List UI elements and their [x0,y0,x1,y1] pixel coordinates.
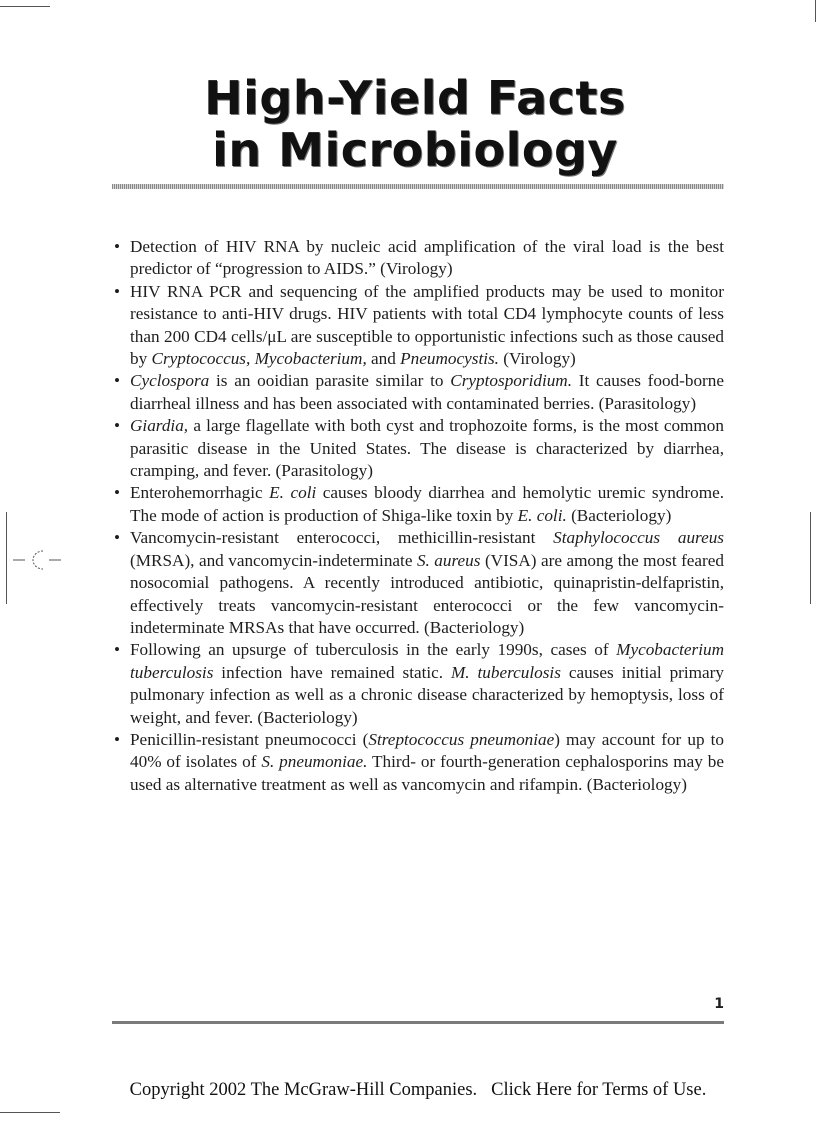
crop-mark-right-side [810,512,811,604]
registration-mark-icon [13,545,63,575]
fact-item [112,482,724,527]
terms-of-use-link[interactable]: Click Here for Terms of Use. [491,1080,707,1100]
fact-item [112,527,724,639]
fact-text: causes initial primary pulmonary infection as well as a chronic disease characterized by hemoptysis, loss of weight, and fever. (Bacteriology) [130,662,724,727]
copyright-text: Copyright 2002 The McGraw-Hill Companies. [129,1080,478,1100]
fact-text: (VISA) are among the most feared nosocomial pathogens. A recently introduced antibiotic, quinapristin-delfapristin, effectively treats vancomycin-resistant enterococci or the few vancomycin-indeterminate MRSAs that have occurred. (Bacteriology) [130,550,725,637]
fact-text: It causes food-borne diarrheal illness and has been associated with contaminated berries. (Parasitology) [130,371,724,413]
fact-text: Detection of HIV RNA by nucleic acid amplification of the viral load is the best predictor of “progression to AIDS.” (Virology) [130,237,724,279]
fact-italic-text: Cyclospora [130,371,210,391]
fact-italic-text: Staphylococcus aureus [553,528,724,548]
fact-text: Vancomycin-resistant enterococci, methicillin-resistant [130,528,554,548]
fact-italic-text: Giardia, [130,416,189,436]
crop-mark-bottom-left [0,1112,60,1113]
fact-italic-text: Streptococcus pneumoniae [368,729,555,749]
footer [0,1080,816,1101]
fact-italic-text: Cryptococcus, Mycobacterium, [151,349,367,369]
fact-item [112,236,724,281]
fact-text: Following an upsurge of tuberculosis in the early 1990s, cases of [130,640,617,660]
fact-text: Penicillin-resistant pneumococci ( [130,729,369,749]
crop-mark-left-side [6,512,7,604]
fact-item [112,281,724,371]
fact-item [112,729,724,796]
title-divider [112,184,724,189]
title-line-2: in Microbiology [212,123,618,177]
fact-text: (Bacteriology) [566,505,672,525]
fact-text: ) may account for up to 40% of isolates of [130,729,724,772]
fact-italic-text: Pneumocystis. [400,349,499,369]
fact-text: (MRSA), and vancomycin-indeterminate [130,550,417,570]
page-title [0,72,816,176]
fact-italic-text: Mycobacterium tuberculosis [130,640,724,682]
fact-italic-text: S. aureus [416,550,481,570]
fact-item [112,415,724,482]
fact-text: (Virology) [498,349,576,369]
bottom-divider [112,1021,724,1024]
fact-text: infection have remained static. [213,662,451,682]
fact-italic-text: Cryptosporidium. [450,371,573,391]
fact-text: causes bloody diarrhea and hemolytic uremic syndrome. The mode of action is production of Shiga-like toxin by [130,483,724,525]
fact-item [112,370,724,415]
fact-text: is an ooidian parasite similar to [209,371,451,391]
fact-italic-text: E. coli [269,483,317,503]
fact-text: HIV RNA PCR and sequencing of the amplified products may be used to monitor resistance to anti-HIV drugs. HIV patients with total CD4 lymphocyte counts of less than 200 CD4 cells/μL are susceptible to opportunistic infections such as those caused by [130,281,724,369]
page-number: 1 [714,996,724,1012]
fact-text: Third- or fourth-generation cephalosporins may be used as alternative treatment as well as vancomycin and rifampin. (Bacteriology) [130,752,724,794]
fact-item [112,639,724,729]
facts-list [112,236,724,796]
fact-italic-text: S. pneumoniae. [261,752,368,772]
fact-text: Enterohemorrhagic [130,483,270,503]
crop-mark-top-left [0,6,50,7]
title-line-1: High-Yield Facts [204,71,626,125]
fact-text: and [366,349,401,369]
fact-text: a large flagellate with both cyst and trophozoite forms, is the most common parasitic disease in the United States. The disease is characterized by diarrhea, cramping, and fever. (Parasitology) [130,416,724,481]
fact-italic-text: M. tuberculosis [450,662,561,682]
fact-italic-text: E. coli. [517,505,567,525]
